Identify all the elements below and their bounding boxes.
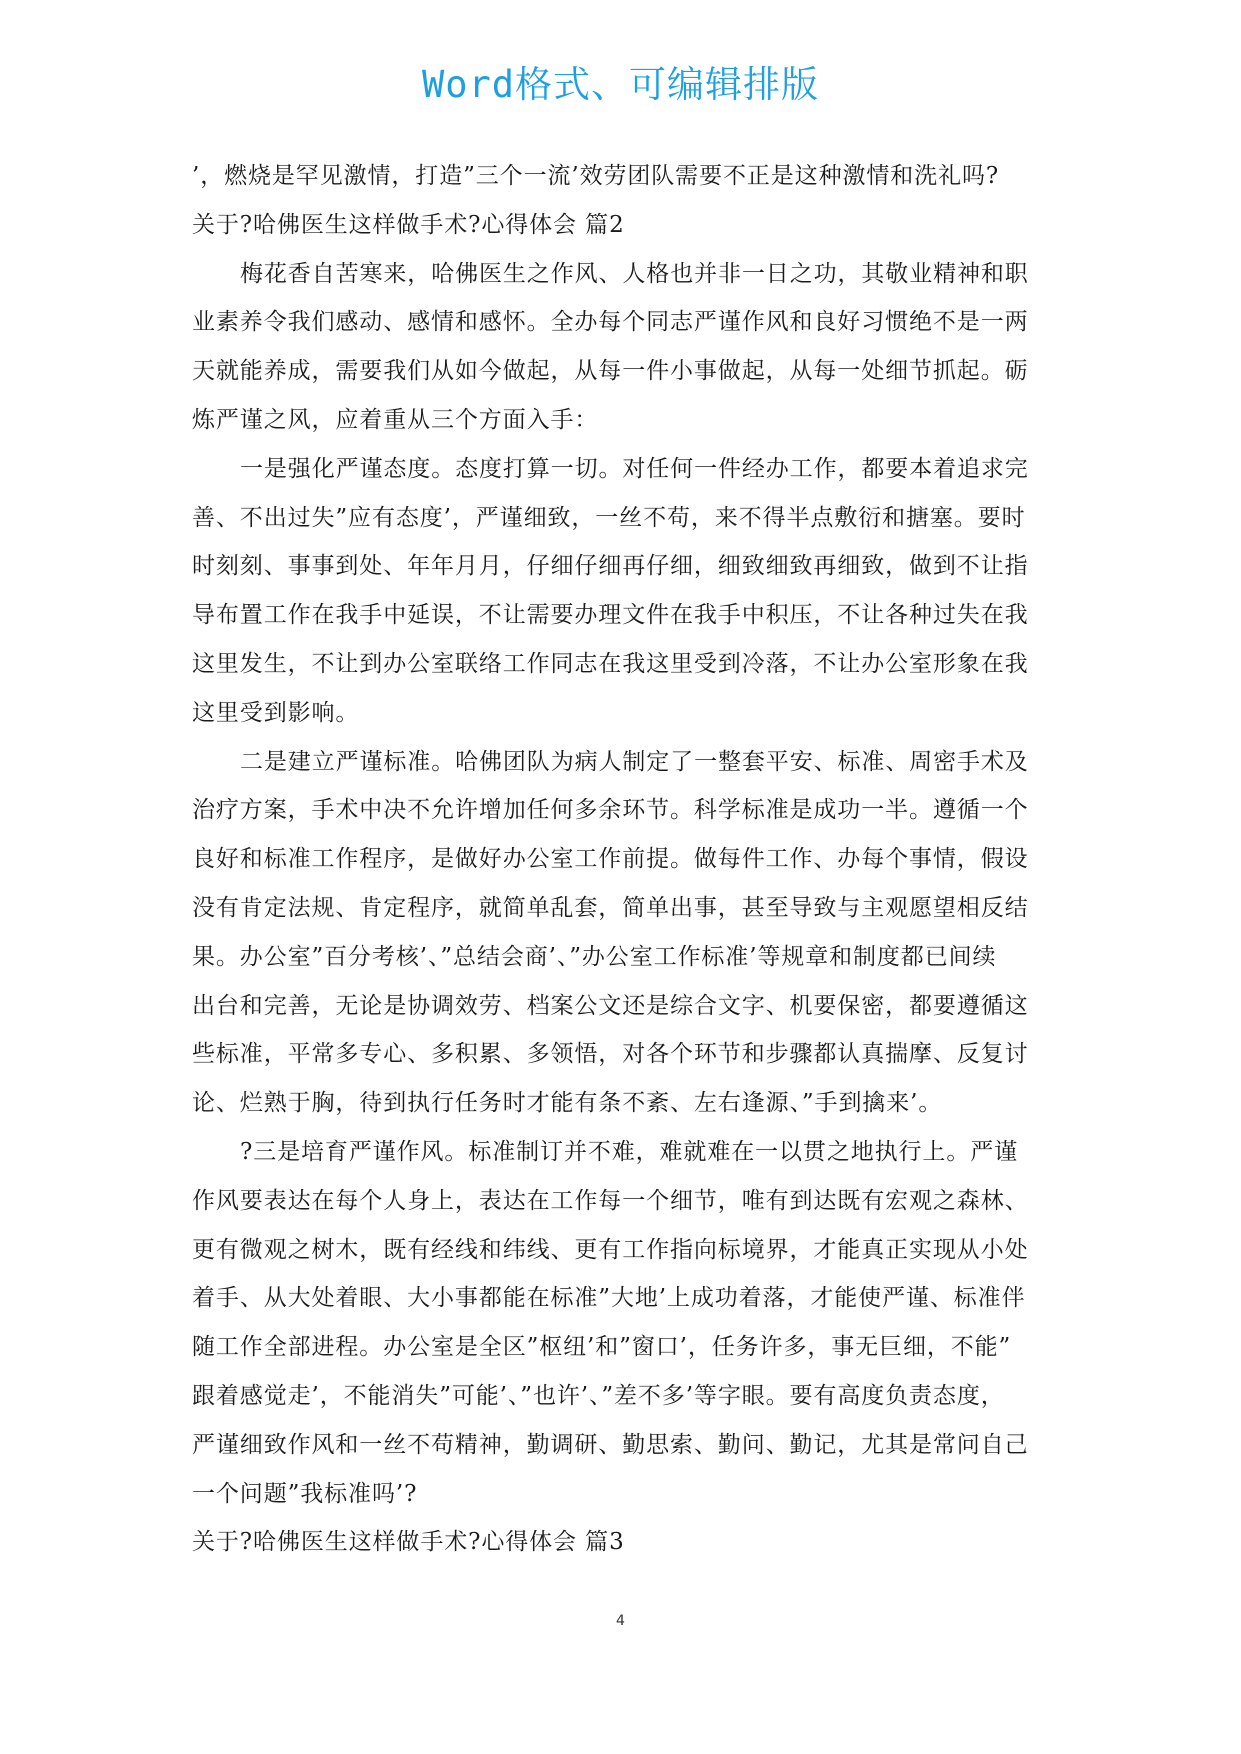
section-heading: 关于?哈佛医生这样做手术?心得体会 篇2 [192,211,625,238]
text-line: 严谨细致作风和一丝不苟精神，勤调研、勤思索、勤问、勤记，尤其是常问自己 [192,1431,1029,1458]
text-line: 一个问题”我标准吗’? [192,1480,418,1507]
text-line: 业素养令我们感动、感情和感怀。全办每个同志严谨作风和良好习惯绝不是一两 [192,309,1029,336]
text-line: 跟着感觉走’，不能消失”可能’、”也许’、”差不多’等字眼。要有高度负责态度， [192,1382,1005,1409]
text-line: 着手、从大处着眼、大小事都能在标准”大地’上成功着落，才能使严谨、标准伴 [192,1285,1026,1312]
paragraph-first-line: 二是建立严谨标准。哈佛团队为病人制定了一整套平安、标准、周密手术及 [240,748,1029,775]
text-line: 这里发生，不让到办公室联络工作同志在我这里受到冷落，不让办公室形象在我 [192,650,1029,677]
page-number: 4 [616,1613,625,1629]
text-line: 更有微观之树木，既有经线和纬线、更有工作指向标境界，才能真正实现从小处 [192,1236,1029,1263]
paragraph-first-line: 梅花香自苦寒来，哈佛医生之作风、人格也并非一日之功，其敬业精神和职 [240,260,1029,287]
text-line: 作风要表达在每个人身上，表达在工作每一个细节，唯有到达既有宏观之森林、 [192,1187,1029,1214]
section-heading: 关于?哈佛医生这样做手术?心得体会 篇3 [192,1529,625,1556]
document-body [192,152,1064,1567]
text-line: 论、烂熟于胸，待到执行任务时才能有条不紊、左右逢源、”手到擒来’。 [192,1090,943,1117]
text-line: 炼严谨之风，应着重从三个方面入手： [192,406,599,433]
paragraph-first-line: 一是强化严谨态度。态度打算一切。对任何一件经办工作，都要本着追求完 [240,455,1029,482]
text-line: 没有肯定法规、肯定程序，就简单乱套，简单出事，甚至导致与主观愿望相反结 [192,894,1029,921]
text-line: 导布置工作在我手中延误，不让需要办理文件在我手中积压，不让各种过失在我 [192,602,1029,629]
page-header-title: Word格式、可编辑排版 [421,63,820,106]
text-line: 良好和标准工作程序，是做好办公室工作前提。做每件工作、办每个事情，假设 [192,846,1029,873]
paragraph-first-line: ?三是培育严谨作风。标准制订并不难，难就难在一以贯之地执行上。严谨 [240,1138,1019,1165]
text-line: ’，燃烧是罕见激情，打造”三个一流’效劳团队需要不正是这种激情和洗礼吗? [192,163,1000,189]
text-line: 天就能养成，需要我们从如今做起，从每一件小事做起，从每一处细节抓起。砺 [192,358,1029,385]
text-line: 果。办公室”百分考核’、”总结会商’、”办公室工作标准’等规章和制度都已间续 [192,943,997,970]
text-line: 时刻刻、事事到处、年年月月，仔细仔细再仔细，细致细致再细致，做到不让指 [192,553,1029,580]
text-line: 随工作全部进程。办公室是全区”枢纽’和”窗口’，任务许多，事无巨细，不能” [192,1334,1012,1361]
text-line: 治疗方案，手术中决不允许增加任何多余环节。科学标准是成功一半。遵循一个 [192,797,1029,824]
text-line: 些标准，平常多专心、多积累、多领悟，对各个环节和步骤都认真揣摩、反复讨 [192,1041,1029,1068]
text-line: 出台和完善，无论是协调效劳、档案公文还是综合文字、机要保密，都要遵循这 [192,992,1029,1019]
text-line: 这里受到影响。 [192,699,360,726]
text-line: 善、不出过失”应有态度’，严谨细致，一丝不苟，来不得半点敷衍和搪塞。要时 [192,504,1026,531]
